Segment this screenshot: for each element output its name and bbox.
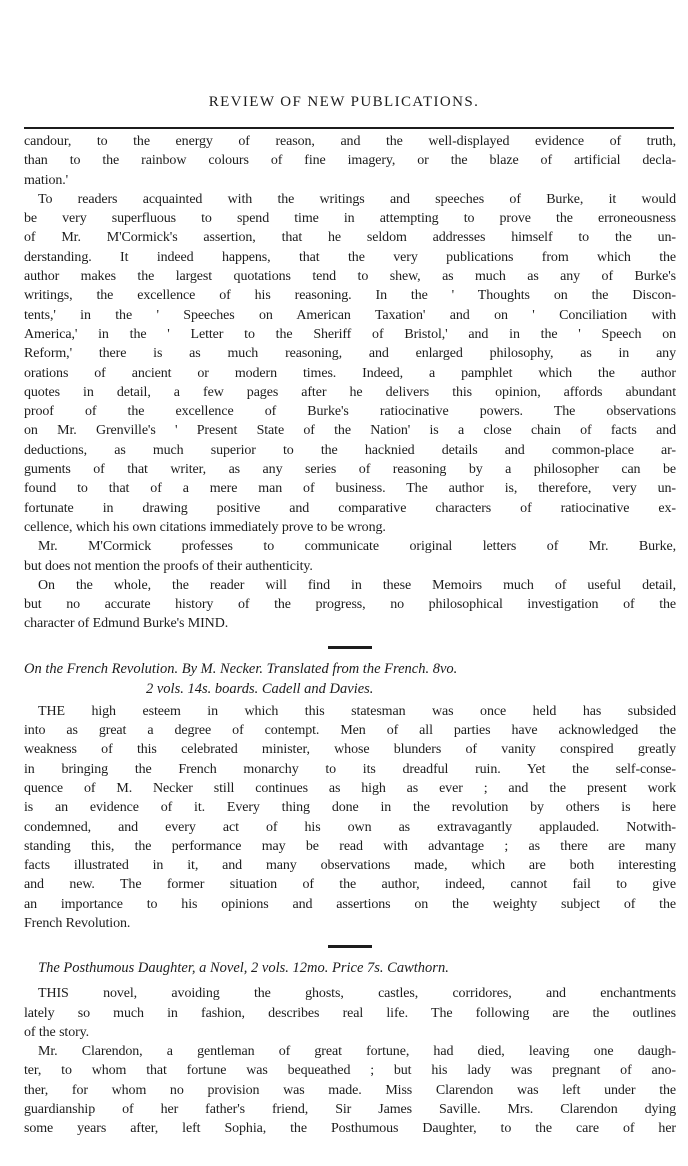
text-line: fortunate in drawing positive and comparative characters of ratiocinative ex- (24, 500, 676, 516)
text-line: be very superfluous to spend time in attempting to prove the erroneousness (24, 211, 676, 227)
text-line: condemned, and every act of his own as extravagantly applauded. Notwith- (24, 819, 676, 835)
text-line: On the whole, the reader will find in these Memoirs much of useful detail, (38, 577, 676, 593)
text-line: guardianship of her father's friend, Sir James Saville. Mrs. Clarendon dying (24, 1102, 676, 1118)
text-line: tents,' in the ' Speeches on American Taxation' and on ' Conciliation with (24, 307, 676, 323)
review-title: The Posthumous Daughter, a Novel, 2 vols. 12mo. Price 7s. Cawthorn. (38, 960, 449, 977)
header-rule (24, 127, 674, 129)
text-line: in bringing the French monarchy to its dreadful ruin. Yet the self-conse- (24, 761, 676, 777)
text-line: some years after, left Sophia, the Posthumous Daughter, to the care of her (24, 1121, 676, 1137)
text-line: derstanding. It indeed happens, that the very publications from which the (24, 249, 676, 265)
review-necker (24, 659, 676, 934)
text-line: character of Edmund Burke's MIND. (24, 616, 229, 632)
text-line: THE high esteem in which this statesman was once held has subsided (38, 703, 676, 719)
text-line: proof of the excellence of Burke's ratiocinative powers. The observations (24, 404, 676, 420)
text-line: Mr. Clarendon, a gentleman of great fortune, had died, leaving one daugh- (38, 1044, 676, 1060)
text-line: ter, to whom that fortune was bequeathed ; but his lady was pregnant of ano- (24, 1063, 676, 1079)
text-line: deductions, as much superior to the hacknied details and common-place ar- (24, 442, 676, 458)
review-burke-continuation (24, 132, 676, 634)
section-divider (328, 945, 372, 948)
text-line: Reform,' there is as much reasoning, and enlarged philosophy, as in any (24, 346, 676, 362)
text-line: than to the rainbow colours of fine imagery, or the blaze of artificial decla- (24, 153, 676, 169)
text-line: standing this, the performance may be read with advantage ; as there are many (24, 838, 676, 854)
text-line: writings, the excellence of his reasoning. In the ' Thoughts on the Discon- (24, 288, 676, 304)
text-line: guments of that writer, as any series of reasoning by a philosopher can be (24, 462, 676, 478)
text-line: weakness of this celebrated minister, whose blunders of vanity conspired greatly (24, 742, 676, 758)
text-line: mation.' (24, 172, 69, 188)
review-imprint: 2 vols. 14s. boards. Cadell and Davies. (146, 680, 374, 697)
text-line: an importance to his opinions and assertions on the weighty subject of the (24, 896, 676, 912)
text-line: To readers acquainted with the writings and speeches of Burke, it would (38, 191, 676, 207)
text-line: but no accurate history of the progress, no philosophical investigation of the (24, 597, 676, 613)
text-line: author makes the largest quotations tend to shew, as much as any of Burke's (24, 269, 676, 285)
running-head: REVIEW OF NEW PUBLICATIONS. (208, 94, 480, 110)
text-line: is an evidence of it. Every thing done in the revolution by others is here (24, 800, 676, 816)
text-line: quotes in detail, a few pages after he delivers this opinion, affords abundant (24, 384, 676, 400)
text-line: and new. The former situation of the author, indeed, cannot fail to give (24, 877, 676, 893)
text-line: on Mr. Grenville's ' Present State of the Nation' is a close chain of facts and (24, 423, 676, 439)
text-line: candour, to the energy of reason, and the well-displayed evidence of truth, (24, 134, 676, 149)
text-line: lately so much in fashion, describes real life. The following are the outlines (24, 1005, 676, 1021)
text-line: found to that of a mere man of business. The author is, therefore, very un- (24, 481, 676, 497)
review-posthumous-daughter (24, 958, 676, 1138)
text-line: cellence, which his own citations immediately prove to be wrong. (24, 519, 386, 535)
text-line: of Mr. M'Cormick's assertion, that he seldom addresses himself to the un- (24, 230, 676, 246)
text-line: Mr. M'Cormick professes to communicate original letters of Mr. Burke, (38, 539, 676, 555)
text-line: America,' in the ' Letter to the Sheriff of Bristol,' and in the ' Speech on (24, 326, 676, 342)
section-divider (328, 646, 372, 649)
text-line: ther, for whom no provision was made. Miss Clarendon was left under the (24, 1082, 676, 1098)
text-line: THIS novel, avoiding the ghosts, castles, corridores, and enchantments (38, 986, 676, 1002)
text-line: French Revolution. (24, 915, 131, 931)
text-line: of the story. (24, 1024, 90, 1040)
review-title: On the French Revolution. By M. Necker. Translated from the French. 8vo. (24, 660, 458, 677)
text-line: but does not mention the proofs of their authenticity. (24, 558, 313, 574)
text-line: into as great a degree of contempt. Men of all parties have acknowledged the (24, 723, 676, 739)
text-line: quence of M. Necker still continues as high as ever ; and the present work (24, 780, 676, 796)
text-line: orations of ancient or modern times. Indeed, a pamphlet which the author (24, 365, 676, 381)
text-line: facts illustrated in it, and many observations made, which are both interesting (24, 858, 676, 874)
page-body (24, 132, 676, 1139)
